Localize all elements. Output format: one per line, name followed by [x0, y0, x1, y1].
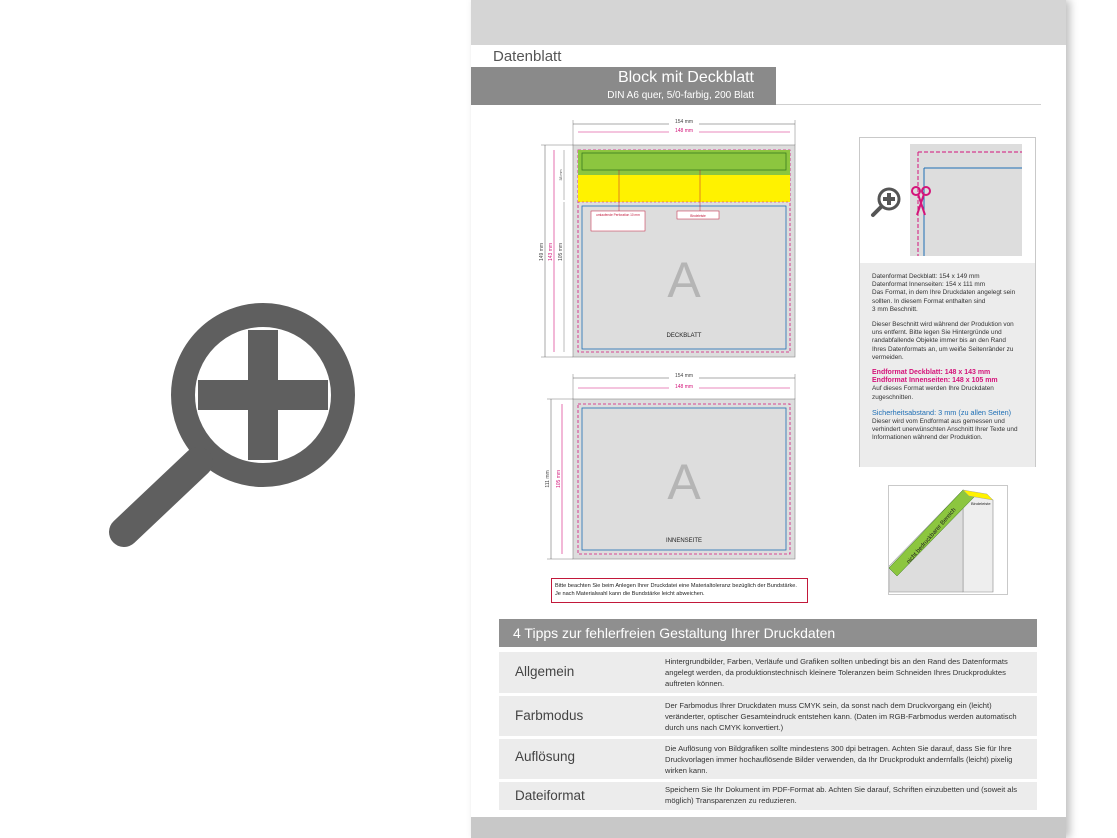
divider: [776, 104, 1041, 105]
tip-text: Der Farbmodus Ihrer Druckdaten muss CMYK sein, da sonst nach dem Druckvorgang ein (leicht) veränderter, optischer Gesamteindruck entstehen kann. (Daten im RGB-Farbmodus werden automatisch durch uns nach CMYK konvertiert.): [665, 701, 1017, 732]
tip-row-allgemein: [499, 652, 1037, 693]
zoom-detail-panel: [859, 137, 1036, 467]
tip-text: Speichern Sie Ihr Dokument im PDF-Format ab. Achten Sie darauf, Schriften einzubetten und (soweit als möglich) Transparenzen zu reduzieren.: [665, 785, 1018, 805]
info-datenformat: Datenformat Deckblatt: 154 x 149 mm Datenformat Innenseiten: 154 x 111 mm Das Format, in dem Ihre Druckdaten angelegt sein sollten. In diesem Format enthalten sind 3 mm Beschnitt.: [872, 273, 1016, 313]
tolerance-note: Bitte beachten Sie beim Anlegen Ihrer Druckdatei eine Materialtoleranz bezüglich der Bundstärke. Je nach Materialwahl kann die Bundstärke leicht abweichen.: [551, 578, 808, 603]
deck-callout-left: umlaufende Perforation 10 mm: [596, 213, 640, 217]
deck-width-outer: 154 mm: [674, 119, 694, 125]
datasheet-page: [471, 0, 1066, 838]
tip-label: Allgemein: [515, 664, 575, 679]
binding-top-text: Bindeleiste: [971, 501, 991, 506]
deck-label: DECKBLATT: [666, 333, 702, 339]
tips-heading: 4 Tipps zur fehlerfreien Gestaltung Ihrer Druckdaten: [499, 619, 1037, 647]
format-info: [860, 263, 1035, 467]
deck-letter: A: [667, 252, 701, 308]
tip-text: Hintergrundbilder, Farben, Verläufe und Grafiken sollten unbedingt bis an den Rand des Datenformats angelegt werden, da produktionstechnisch kleinere Toleranzen beim Schneiden Ihres Druckproduktes auftreten können.: [665, 657, 1008, 688]
deckblatt-drawing: [539, 118, 795, 357]
scissors-icon: [910, 185, 932, 217]
innenseite-drawing: [545, 372, 795, 559]
product-title: Block mit Deckblatt: [617, 69, 754, 86]
inner-width-outer: 154 mm: [674, 373, 694, 379]
format-drawings: [523, 112, 823, 612]
info-beschnitt: Dieser Beschnitt wird während der Produktion von uns entfernt. Bitte legen Sie Hintergründe und randabfallende Objekte immer bis an den Rand Ihres Datenformats an, um weiße Seitenränder zu vermeiden.: [872, 321, 1014, 361]
deck-height-inner: 105 mm: [558, 242, 564, 262]
deck-callout-right: Bindeleiste: [690, 214, 706, 218]
binding-strip-text: nicht bedruckbarer Bereich: [905, 507, 958, 566]
inner-label: INNENSEITE: [665, 538, 703, 544]
binding-detail: [888, 485, 1008, 595]
info-endformat: Endformat Deckblatt: 148 x 143 mm Endformat Innenseiten: 148 x 105 mm Auf dieses Format werden Ihre Druckdaten zugeschnitten.: [872, 369, 998, 401]
product-title-band: [471, 67, 776, 105]
tip-row-farbmodus: [499, 696, 1037, 736]
page-footer-band: [471, 817, 1066, 838]
tip-row-aufloesung: [499, 739, 1037, 779]
zoom-in-icon[interactable]: [870, 186, 902, 218]
deck-height-outer: 149 mm: [539, 242, 545, 262]
deck-width-inner: 148 mm: [674, 128, 694, 134]
tip-row-dateiformat: [499, 782, 1037, 810]
product-subtitle: DIN A6 quer, 5/0-farbig, 200 Blatt: [607, 90, 754, 101]
tip-label: Farbmodus: [515, 708, 584, 723]
deck-strip-label: 38 mm: [559, 169, 563, 181]
tip-label: Auflösung: [515, 749, 576, 764]
inner-width-inner: 148 mm: [674, 384, 694, 390]
inner-height-inner: 105 mm: [556, 469, 562, 489]
tip-label: Dateiformat: [515, 788, 585, 803]
page-header-band: [471, 0, 1066, 45]
tip-text: Die Auflösung von Bildgrafiken sollte mindestens 300 dpi betragen. Achten Sie darauf, dass Sie für Ihre Druckvorlagen immer hochauflösende Bilder verwenden, da Ihr Druckprodukt andernfalls (leicht) pixelig wirken kann.: [665, 744, 1013, 775]
zoom-in-icon[interactable]: [100, 292, 360, 552]
binding-graphic: [889, 486, 1007, 594]
datasheet-tab: Datenblatt: [471, 46, 591, 68]
deck-height-mid: 143 mm: [548, 242, 554, 262]
info-sicherheitsabstand: Sicherheitsabstand: 3 mm (zu allen Seiten) Dieser wird vom Endformat aus gemessen und verhindert unerwünschten Anschnitt Ihrer Texte und Informationen während der Produktion.: [872, 407, 1018, 442]
inner-height-outer: 111 mm: [545, 470, 551, 488]
inner-letter: A: [667, 454, 701, 510]
